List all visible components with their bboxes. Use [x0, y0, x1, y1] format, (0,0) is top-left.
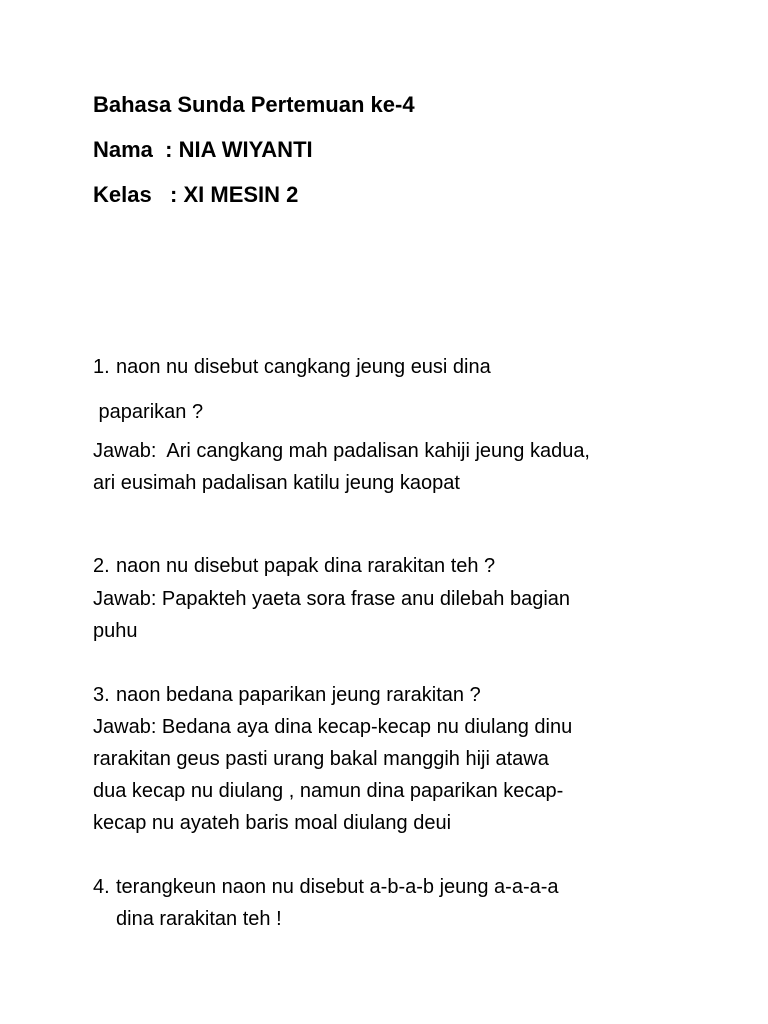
student-name-line: Nama : NIA WIYANTI: [93, 137, 313, 162]
student-class-line: Kelas : XI MESIN 2: [93, 182, 299, 207]
answer-3-line-1: Jawab: Bedana aya dina kecap-kecap nu diulang dinu: [93, 716, 573, 738]
answer-1-line-1: Jawab: Ari cangkang mah padalisan kahiji jeung kadua,: [93, 440, 590, 462]
question-4-line-2: dina rarakitan teh !: [116, 908, 282, 930]
answer-2-line-1: Jawab: Papakteh yaeta sora frase anu dilebah bagian: [93, 588, 571, 610]
question-1-line-2: paparikan ?: [93, 401, 204, 423]
answer-3-line-2: rarakitan geus pasti urang bakal manggih hiji atawa: [93, 748, 549, 770]
question-number-4: 4.: [93, 876, 110, 898]
answer-1-line-2: ari eusimah padalisan katilu jeung kaopat: [93, 472, 460, 494]
question-1-line-1: naon nu disebut cangkang jeung eusi dina: [116, 356, 491, 378]
answer-3-line-3: dua kecap nu diulang , namun dina paparikan kecap-: [93, 780, 564, 802]
document-title: Bahasa Sunda Pertemuan ke-4: [93, 92, 415, 117]
question-number-3: 3.: [93, 684, 110, 706]
question-3-line-1: naon bedana paparikan jeung rarakitan ?: [116, 684, 481, 706]
answer-3-line-4: kecap nu ayateh baris moal diulang deui: [93, 812, 452, 834]
answer-2-line-2: puhu: [93, 620, 138, 642]
question-4-line-1: terangkeun naon nu disebut a-b-a-b jeung a-a-a-a: [116, 876, 559, 898]
question-number-1: 1.: [93, 356, 110, 378]
question-2-line-1: naon nu disebut papak dina rarakitan teh ?: [116, 555, 496, 577]
question-number-2: 2.: [93, 555, 110, 577]
